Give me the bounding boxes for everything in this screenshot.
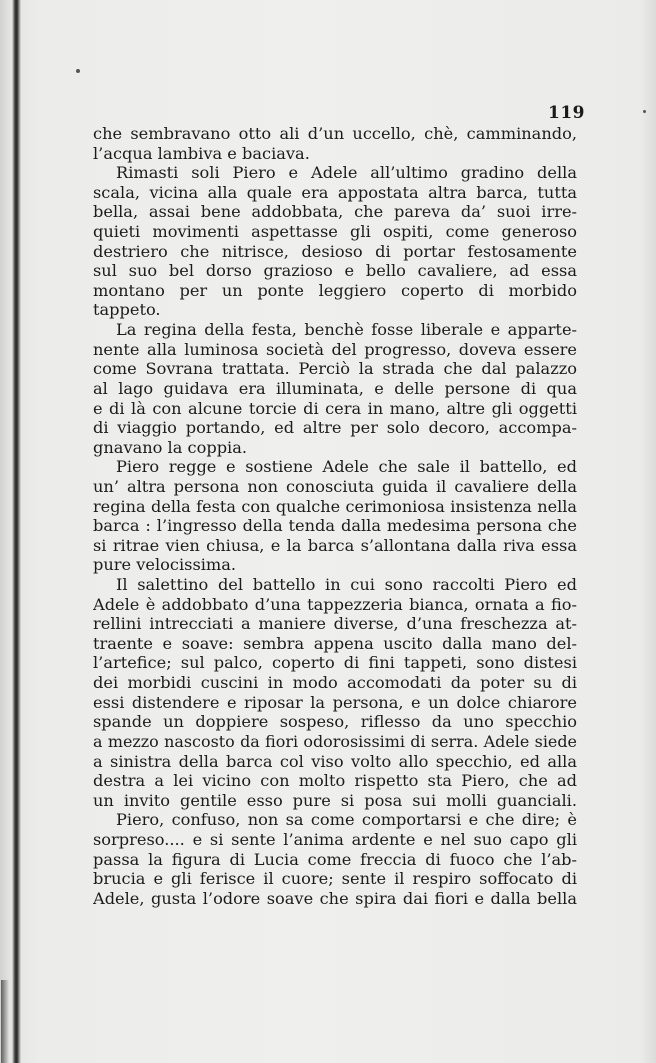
text-line: sorpreso.... e si sente l’anima ardente e nel suo capo gli (93, 829, 577, 849)
text-line: un’ altra persona non conosciuta guida il cavaliere della (93, 476, 577, 496)
text-line: Piero, confuso, non sa come comportarsi e che dire; è (116, 810, 577, 830)
text-line: destra a lei vicino con molto rispetto sta Piero, che ad (93, 771, 577, 791)
text-line: barca : l’ingresso della tenda dalla medesima persona che (93, 516, 577, 536)
text-line: montano per un ponte leggiero coperto di morbido (93, 280, 577, 300)
text-line: quieti movimenti aspettasse gli ospiti, come generoso (93, 222, 577, 242)
binding-shadow (12, 0, 21, 1063)
text-line: Adele, gusta l’odore soave che spira dai fiori e dalla bella (93, 888, 577, 908)
text-line: un invito gentile esso pure si posa sui molli guanciali. (93, 790, 577, 810)
page-number: 119 (548, 103, 585, 123)
text-line: di viaggio portando, ed altre per solo decoro, accompa- (93, 418, 577, 438)
text-line: a sinistra della barca col viso volto allo specchio, ed alla (93, 751, 577, 771)
text-line: regina della festa con qualche cerimoniosa insistenza nella (93, 496, 577, 516)
text-line: spande un doppiere sospeso, riflesso da uno specchio (93, 712, 577, 732)
text-line: rellini intrecciati a maniere diverse, d’una freschezza at- (93, 614, 577, 634)
text-line: l’artefice; sul palco, coperto di fini tappeti, sono distesi (93, 653, 577, 673)
text-line: sul suo bel dorso grazioso e bello cavaliere, ad essa (93, 261, 577, 281)
text-line: che sembravano otto ali d’un uccello, chè, camminando, (93, 124, 577, 143)
text-line: traente e soave: sembra appena uscito dalla mano del- (93, 633, 577, 653)
text-line: si ritrae vien chiusa, e la barca s’allontana dalla riva essa (93, 535, 577, 555)
text-line: Rimasti soli Piero e Adele all’ultimo gradino della (116, 163, 577, 183)
text-line: a mezzo nascosto da fiori odorosissimi di serra. Adele siede (93, 731, 577, 751)
text-line: passa la figura di Lucia come freccia di fuoco che l’ab- (93, 849, 577, 869)
text-line: La regina della festa, benchè fosse liberale e apparte- (116, 320, 577, 340)
ink-speck (643, 110, 646, 113)
text-line: essi distendere e riposar la persona, e un dolce chiarore (93, 692, 577, 712)
text-line: Adele è addobbato d’una tappezzeria bianca, ornata a fio- (93, 594, 577, 614)
text-line: gnavano la coppia. (93, 437, 248, 457)
text-line: e di là con alcune torcie di cera in mano, altre gli oggetti (93, 398, 577, 418)
text-line: al lago guidava era illuminata, e delle persone di qua (93, 378, 577, 398)
text-line: pure velocissima. (93, 555, 237, 575)
text-line: tappeto. (93, 300, 161, 320)
text-line: brucia e gli ferisce il cuore; sente il respiro soffocato di (93, 869, 577, 889)
text-line: scala, vicina alla quale era appostata altra barca, tutta (93, 182, 577, 202)
text-line: Piero regge e sostiene Adele che sale il battello, ed (116, 457, 577, 477)
text-line: l’acqua lambiva e baciava. (93, 143, 310, 163)
text-line: destriero che nitrisce, desioso di portar festosamente (93, 241, 577, 261)
body-text (93, 124, 577, 908)
text-line: Il salettino del battello in cui sono raccolti Piero ed (116, 575, 577, 595)
text-line: dei morbidi cuscini in modo accomodati da poter su di (93, 673, 577, 693)
text-line: come Sovrana trattata. Perciò la strada che dal palazzo (93, 359, 577, 379)
binding-shadow-bottom (1, 980, 9, 1063)
ink-speck (76, 69, 80, 73)
text-line: nente alla luminosa società del progresso, doveva essere (93, 339, 577, 359)
text-line: bella, assai bene addobbata, che pareva da’ suoi irre- (93, 202, 577, 222)
